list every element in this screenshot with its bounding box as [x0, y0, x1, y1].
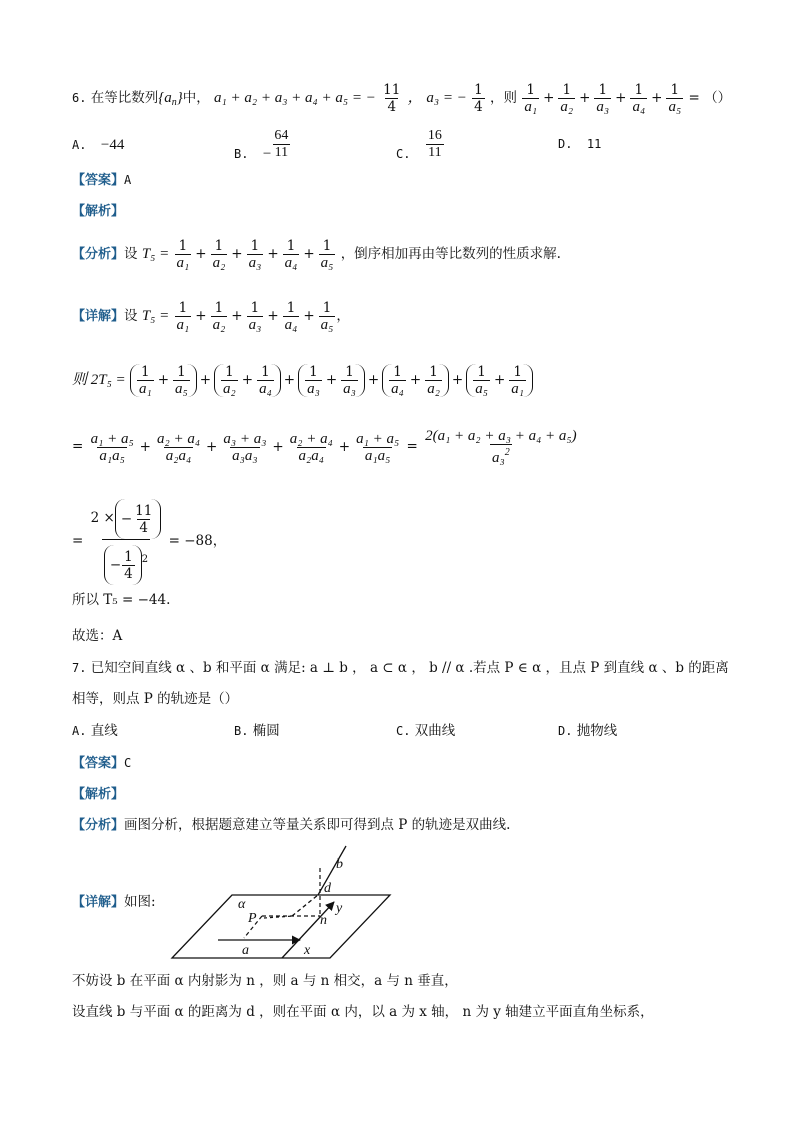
q7-option-a — [72, 725, 118, 739]
num: 1 — [309, 364, 318, 380]
calc-den-paren — [104, 545, 142, 585]
q6-stem-then: ，则 — [490, 90, 518, 106]
num: 1 — [286, 238, 296, 254]
num: 1 — [322, 238, 332, 254]
pair-group — [298, 364, 365, 397]
q6-options — [72, 128, 712, 164]
frac — [257, 364, 274, 397]
q7-number: 7. — [72, 661, 87, 675]
plus: + — [367, 372, 380, 388]
label-alpha: α — [238, 897, 246, 912]
option-value: −44 — [100, 137, 125, 153]
sum-frac — [221, 431, 268, 464]
calc-num — [89, 498, 164, 539]
q6-stem-mid: 中， — [182, 90, 210, 106]
num: 1 — [393, 364, 402, 380]
pair-group — [130, 364, 197, 397]
option-label: D. — [558, 724, 573, 738]
calc-frac — [89, 498, 164, 585]
num: 1 — [670, 82, 680, 98]
q7-text-a: 不妨设 b 在平面 α 内射影为 n ，则 a 与 n 相交，a 与 n 垂直， — [72, 973, 458, 989]
label-P: P — [248, 911, 257, 926]
q6-frac-4 — [630, 82, 647, 115]
option-label: A. — [72, 724, 87, 738]
den: a₁ — [138, 381, 152, 397]
q6-number: 6. — [72, 91, 87, 105]
detail-post: ， — [336, 308, 350, 324]
q6-option-c-frac — [426, 128, 444, 161]
plus: + — [195, 308, 207, 324]
combined-den-var: a₃ — [492, 450, 505, 466]
num: 1 — [286, 300, 296, 316]
q6-option-b — [234, 128, 291, 161]
den: a₅ — [320, 317, 334, 333]
sum-frac — [155, 431, 202, 464]
calc-den — [102, 539, 150, 586]
den: a₁a₅ — [99, 447, 125, 464]
analysis-tag: 【解析】 — [72, 204, 125, 219]
option-label: A. — [72, 138, 87, 152]
num: 1 — [177, 364, 186, 380]
frac — [247, 300, 264, 333]
pairs — [130, 364, 533, 397]
num: 64 — [274, 128, 289, 143]
frac — [425, 364, 442, 397]
q7-text-b: 设直线 b 与平面 α 的距离为 d ，则在平面 α 内，以 a 为 x 轴， n 为 y 轴建立平面直角坐标系， — [72, 1004, 654, 1020]
den: 11 — [428, 145, 442, 160]
plus: + — [267, 308, 279, 324]
fenxi-tag: 【分析】 — [72, 818, 125, 833]
num: 1 — [322, 300, 332, 316]
q6-frac-2 — [558, 82, 575, 115]
q6-analysis-heading — [72, 205, 124, 219]
plus: + — [303, 246, 315, 262]
den: a₁ — [511, 381, 524, 397]
q7-line-a — [72, 975, 458, 989]
calc-num-paren — [115, 499, 162, 539]
q6-stem — [72, 82, 731, 115]
num: a₁ + a₅ — [90, 430, 134, 447]
option-value: 抛物线 — [576, 723, 618, 739]
num: 1 — [526, 82, 535, 98]
label-n: n — [320, 913, 327, 928]
q6-sum-lhs: a₁ + a₂ + a₃ + a₄ + a₅ = − — [214, 90, 376, 106]
q6-a3-num: 1 — [474, 82, 483, 98]
analysis-tag: 【解析】 — [72, 787, 125, 802]
den: a₄ — [284, 317, 298, 333]
frac — [319, 300, 336, 333]
frac — [137, 364, 154, 397]
plus: + — [451, 372, 464, 388]
frac — [175, 300, 192, 333]
plus: + — [283, 372, 296, 388]
den: a₅ — [320, 255, 334, 271]
num: 1 — [214, 300, 224, 316]
plus: + — [231, 308, 243, 324]
sums — [88, 430, 403, 464]
option-value: 双曲线 — [414, 723, 456, 739]
option-value: 11 — [586, 137, 602, 151]
q7-stem-2: 相等，则点 P 的轨迹是（） — [72, 691, 239, 707]
frac — [283, 238, 300, 271]
q6-answer — [72, 174, 131, 188]
q6-fenxi — [72, 238, 561, 271]
option-label: B. — [234, 724, 249, 738]
fenxi-text: 画图分析，根据题意建立等量关系即可得到点 P 的轨迹是双曲线. — [124, 817, 511, 833]
detail-tag: 【详解】 — [72, 309, 125, 324]
q7-fenxi — [72, 819, 510, 833]
plus: + — [651, 90, 663, 106]
sum-frac — [288, 431, 335, 464]
label-b: b — [336, 857, 343, 872]
detail-tag: 【详解】 — [72, 895, 125, 910]
combined-den-exp: 2 — [504, 447, 510, 458]
plane-alpha — [172, 895, 390, 958]
q6-pairs-line — [72, 364, 533, 397]
combined-num: 2(a₁ + a₂ + a₃ + a₄ + a₅) — [425, 428, 577, 444]
plus: + — [579, 90, 591, 106]
num: a₂ + a₄ — [289, 430, 333, 447]
plus: + — [195, 246, 207, 262]
q6-sum-frac — [381, 82, 402, 115]
num: 1 — [178, 300, 188, 316]
q7-analysis-heading — [72, 788, 124, 802]
den: a₄ — [259, 381, 272, 397]
detail-t5: T₅ = — [141, 308, 170, 324]
q6-option-b-frac — [272, 128, 290, 161]
q7-option-b — [234, 725, 280, 739]
frac — [221, 364, 238, 397]
den: a₃ — [596, 99, 610, 115]
frac — [211, 238, 228, 271]
answer-tag: 【答案】 — [72, 756, 125, 771]
frac — [389, 364, 406, 397]
plus: + — [267, 246, 279, 262]
num: a₁ + a₅ — [356, 430, 400, 447]
q6-so — [72, 594, 170, 608]
q6-detail — [72, 300, 350, 333]
num: 1 — [141, 364, 150, 380]
fenxi-pre: 设 — [124, 246, 138, 262]
q6-a3-frac — [472, 82, 485, 115]
option-value: 直线 — [90, 723, 118, 739]
frac — [211, 300, 228, 333]
frac — [473, 364, 490, 397]
den: a₁a₅ — [364, 447, 391, 464]
q6-option-a — [72, 138, 124, 153]
plus: + — [206, 438, 218, 455]
num: 1 — [261, 364, 270, 380]
plus: + — [338, 438, 351, 455]
q6-tail: = （） — [688, 90, 732, 106]
q6-calc-line — [72, 498, 226, 585]
den: a₂ — [212, 255, 226, 271]
label-x: x — [304, 943, 311, 958]
so-text: 所以 T₅ = −44. — [72, 592, 171, 608]
q7-stem-1: 已知空间直线 α 、b 和平面 α 满足: a ⊥ b ， a ⊂ α ， b // α .若点 P ∈ α ，且点 P 到直线 α 、b 的距离 — [90, 660, 729, 676]
q6-seq-var: a — [164, 90, 172, 106]
num: 1 — [345, 364, 354, 380]
den: a₂a₄ — [298, 447, 324, 464]
option-value: 椭圆 — [252, 723, 280, 739]
frac — [175, 238, 192, 271]
num: 1 — [513, 364, 522, 380]
den: a₂ — [223, 381, 236, 397]
q7-stem-line1 — [72, 662, 729, 676]
calc-result: = −88， — [168, 533, 227, 549]
den: a₅ — [175, 381, 188, 397]
q6-sum-num: 11 — [383, 82, 401, 98]
num: 1 — [225, 364, 234, 380]
num: 1 — [562, 82, 572, 98]
calc-inner-sign: − — [120, 510, 133, 527]
plus: + — [409, 372, 422, 388]
option-sign: − — [262, 146, 272, 162]
plus: + — [303, 308, 315, 324]
den: 4 — [124, 566, 133, 582]
frac — [319, 238, 336, 271]
plus: + — [157, 372, 170, 388]
num: 1 — [124, 549, 133, 565]
q6-stem-pre: 在等比数列 — [90, 90, 159, 106]
q6-option-c — [396, 128, 445, 161]
calc-num-pre: 2 × — [90, 510, 115, 526]
plus: + — [615, 90, 627, 106]
num: 1 — [634, 82, 644, 98]
q7-option-c — [396, 725, 455, 739]
num: 1 — [598, 82, 608, 98]
choose-text: 故选：A — [72, 628, 123, 644]
q7-option-d — [558, 725, 617, 739]
option-label: C. — [396, 724, 411, 738]
pair-group — [382, 364, 449, 397]
plus: + — [139, 438, 151, 455]
frac — [283, 300, 300, 333]
den: a₁ — [176, 255, 190, 271]
frac — [173, 364, 190, 397]
den: a₅ — [668, 99, 682, 115]
combined-den — [490, 444, 512, 466]
num: 1 — [250, 300, 260, 316]
q6-seq-sub: n — [171, 97, 177, 108]
label-y: y — [336, 901, 343, 916]
q6-a3: ， a₃ = − — [407, 90, 467, 106]
answer-tag: 【答案】 — [72, 173, 125, 188]
eq: = — [406, 438, 418, 455]
label-a: a — [242, 943, 249, 958]
eq: = — [72, 533, 84, 549]
num: 1 — [178, 238, 188, 254]
num: 1 — [477, 364, 486, 380]
den: a₅ — [475, 381, 488, 397]
q6-a3-den: 4 — [474, 99, 483, 115]
option-label: D. — [558, 137, 573, 151]
q7-figure — [168, 842, 398, 964]
num: a₃ + a₃ — [223, 430, 267, 447]
num: 1 — [429, 364, 438, 380]
den: a₂ — [427, 381, 440, 397]
detail-text: 如图: — [124, 894, 156, 910]
frac — [305, 364, 322, 397]
fenxi-t5: T₅ = — [141, 246, 170, 262]
num: 1 — [214, 238, 224, 254]
num: a₂ + a₄ — [156, 430, 201, 447]
sum-frac — [89, 431, 136, 464]
plus: + — [231, 246, 243, 262]
calc-den-exp: 2 — [141, 553, 149, 565]
q6-frac-3 — [594, 82, 611, 115]
line-b-dashed — [292, 895, 318, 916]
q6-choose — [72, 630, 122, 644]
frac — [247, 238, 264, 271]
num: 16 — [427, 128, 442, 143]
q7-stem-line2 — [72, 693, 238, 707]
calc-den-frac — [122, 549, 135, 582]
num: 11 — [135, 502, 153, 519]
q6-seq-open: { — [158, 90, 165, 106]
q7-line-b — [72, 1006, 654, 1020]
den: a₃ — [307, 381, 320, 397]
eq: = — [72, 438, 84, 455]
plus: + — [493, 372, 506, 388]
q7-answer — [72, 757, 131, 771]
den: a₁ — [176, 317, 190, 333]
q6-sum-den: 4 — [387, 99, 397, 115]
den: 11 — [274, 145, 289, 160]
pair-group — [214, 364, 281, 397]
den: 4 — [139, 519, 149, 536]
calc-inner-frac — [133, 503, 154, 536]
den: a₃ — [343, 381, 356, 397]
detail-pre: 设 — [124, 308, 138, 324]
plus: + — [199, 372, 212, 388]
q7-options — [72, 725, 712, 743]
num: 1 — [250, 238, 260, 254]
den: a₁ — [524, 99, 538, 115]
den: a₄ — [632, 99, 646, 115]
answer-value: C — [124, 756, 132, 770]
den: a₄ — [284, 255, 298, 271]
den: a₃ — [248, 317, 262, 333]
fenxi-tag: 【分析】 — [72, 247, 125, 262]
plus: + — [543, 90, 555, 106]
den: a₂a₄ — [165, 447, 192, 464]
q6-frac-1 — [522, 82, 539, 115]
den: a₂ — [560, 99, 574, 115]
option-label: C. — [396, 147, 411, 161]
plus: + — [272, 438, 284, 455]
q6-frac-5 — [666, 82, 683, 115]
q7-detail — [72, 896, 156, 910]
fenxi-post: ，倒序相加再由等比数列的性质求解. — [340, 246, 561, 262]
q6-option-d — [558, 138, 601, 150]
plus: + — [241, 372, 254, 388]
frac — [509, 364, 526, 397]
answer-value: A — [124, 173, 132, 187]
label-d: d — [324, 881, 331, 896]
q6-seq-close: } — [176, 90, 183, 106]
den: a₄ — [391, 381, 404, 397]
den: a₃ — [248, 255, 262, 271]
frac — [341, 364, 358, 397]
pairs-pre: 则 2T₅ = — [72, 372, 126, 388]
plus: + — [325, 372, 338, 388]
den: a₃a₃ — [232, 447, 258, 464]
calc-den-sign: − — [109, 557, 122, 573]
combined-frac — [423, 428, 579, 466]
pair-group — [466, 364, 533, 397]
den: a₂ — [212, 317, 226, 333]
q6-sums-line — [72, 428, 580, 466]
option-label: B. — [234, 147, 249, 161]
sum-frac — [354, 431, 401, 464]
